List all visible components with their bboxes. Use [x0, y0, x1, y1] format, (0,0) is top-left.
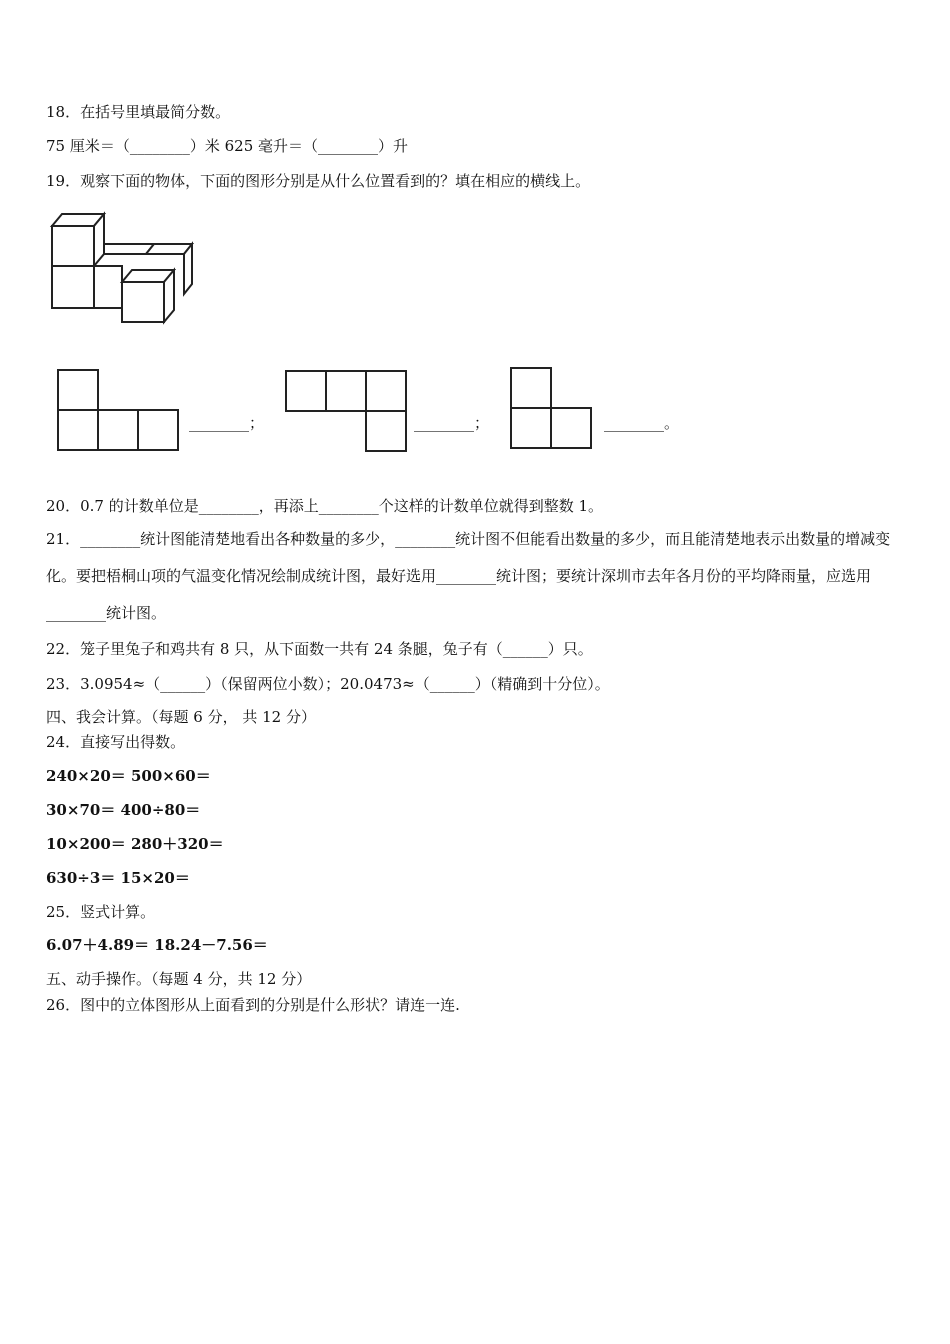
section-4-heading: 四、我会计算。（每题 6 分， 共 12 分） [46, 708, 316, 726]
q18-line: 75 厘米＝（________）米 625 毫升＝（________）升 [46, 137, 409, 155]
solid-cube-figure [48, 208, 196, 330]
q24-row-4: 630÷3＝ 15×20＝ [46, 869, 190, 887]
q21-text: 21．________统计图能清楚地看出各种数量的多少，________统计图不但能看出数量的多少，而且能清楚地表示出数量的增减变化。要把梧桐山项的气温变化情况绘制成统计图，最好选用________统计图；要统计深圳市去年各月份的平均降雨量，应选用________统计图。 [46, 530, 891, 622]
q19-title: 19．观察下面的物体，下面的图形分别是从什么位置看到的？填在相应的横线上。 [46, 172, 591, 190]
q25-title: 25．竖式计算。 [46, 903, 156, 921]
view-shape-3 [509, 366, 595, 452]
q24-title: 24．直接写出得数。 [46, 733, 186, 751]
view-shape-2 [284, 369, 410, 455]
q24-row-2: 30×70＝ 400÷80＝ [46, 801, 201, 819]
q25-row: 6.07＋4.89＝ 18.24－7.56＝ [46, 936, 268, 954]
q24-row-1: 240×20＝ 500×60＝ [46, 767, 211, 785]
q19-blank-1[interactable]: ________； [189, 414, 265, 432]
q22-text: 22．笼子里兔子和鸡共有 8 只，从下面数一共有 24 条腿，兔子有（______）只。 [46, 640, 593, 658]
q18-title: 18．在括号里填最简分数。 [46, 103, 231, 121]
section-5-heading: 五、动手操作。（每题 4 分，共 12 分） [46, 970, 312, 988]
q24-row-3: 10×200＝ 280＋320＝ [46, 835, 224, 853]
q19-blank-3[interactable]: ________。 [604, 414, 680, 432]
q23-text: 23．3.0954≈（______）（保留两位小数）；20.0473≈（______）（精确到十分位）。 [46, 675, 610, 693]
q19-blank-2[interactable]: ________； [414, 414, 490, 432]
q26-text: 26．图中的立体图形从上面看到的分别是什么形状？请连一连. [46, 996, 460, 1014]
view-shape-1 [56, 368, 182, 454]
q20-text: 20．0.7 的计数单位是________，再添上________个这样的计数单位就得到整数 1。 [46, 497, 604, 515]
